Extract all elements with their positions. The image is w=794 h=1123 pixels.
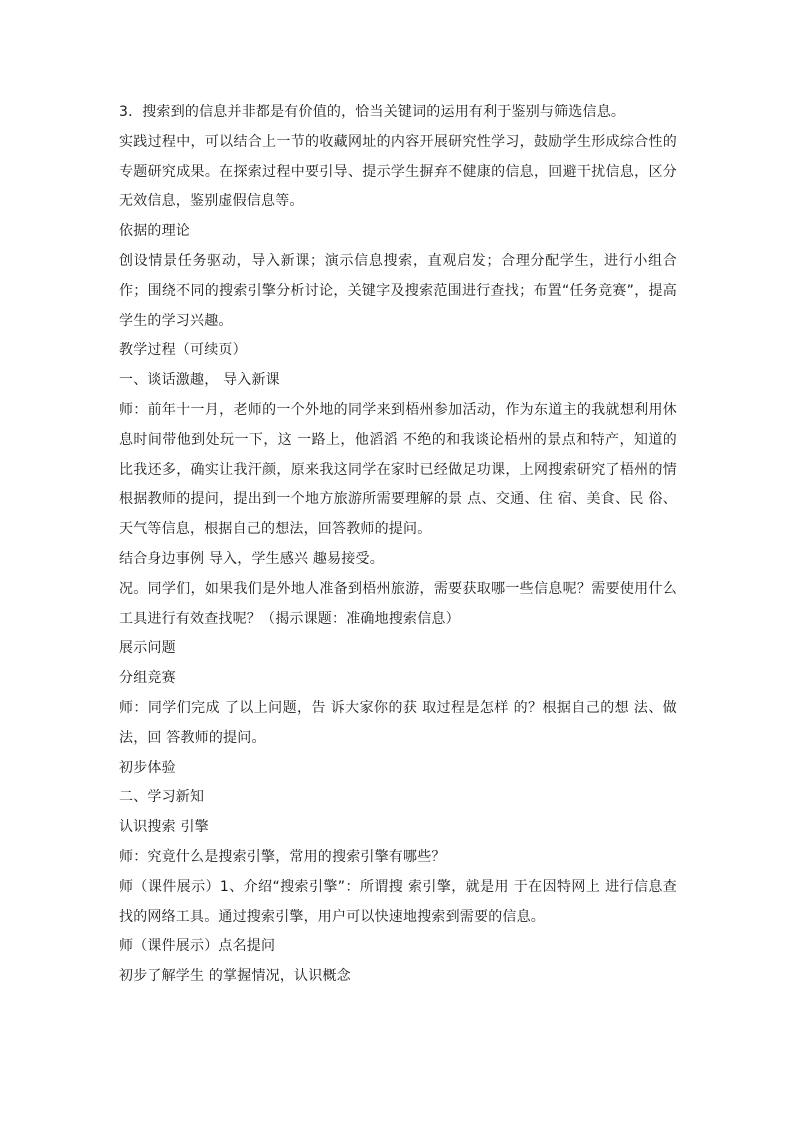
heading-show-problem: 展示问题: [119, 640, 176, 657]
paragraph-situation: 况。同学们，如果我们是外地人准备到梧州旅游，需要获取哪一些信息呢？需要使用什么工具进行有效查找呢？（揭示课题：准确地搜索信息）: [119, 580, 677, 627]
document-page: [119, 98, 677, 992]
paragraph-teacher-question: 师：同学们完成 了以上问题，告 诉大家你的获 取过程是怎样 的？根据自己的想 法、做法，回 答教师的提问。: [119, 699, 677, 746]
heading-teaching-process: 教学过程（可续页）: [119, 342, 247, 359]
paragraph-what-is-engine: 师：究竟什么是搜索引擎，常用的搜索引擎有哪些？: [119, 848, 446, 865]
paragraph-roll-call: 师（课件展示）点名提问: [119, 938, 276, 955]
heading-section-1: 一、谈话激趣， 导入新课: [119, 372, 280, 389]
heading-theory: 依据的理论: [119, 223, 190, 240]
paragraph-theory: 创设情景任务驱动，导入新课；演示信息搜索，直观启发；合理分配学生，进行小组合作；围绕不同的搜索引擎分析讨论，关键字及搜索范围进行查找；布置“任务竞赛”，提高学生的学习兴趣。: [119, 252, 677, 329]
paragraph-point-3: 3．搜索到的信息并非都是有价值的，恰当关键词的运用有利于鉴别与筛选信息。: [119, 104, 626, 120]
heading-group-contest: 分组竞赛: [119, 670, 176, 687]
heading-know-search-engine: 认识搜索 引擎: [119, 819, 209, 836]
heading-first-experience: 初步体验: [119, 759, 176, 776]
paragraph-teacher-story: 师：前年十一月，老师的一个外地的同学来到梧州参加活动，作为东道主的我就想利用休息时间带他到处玩一下，这 一路上，他滔滔 不绝的和我谈论梧州的景点和特产，知道的比我还多，确实让我汗颜，原来我这同学在家时已经做足功课，上网搜索研究了梧州的情 根据教师的提问，提出到一个地方旅游所需要理解的景 点、交通、住 宿、美食、民 俗、天气等信息，根据自己的想法，回答教师的提问。: [119, 401, 677, 538]
paragraph-practice: 实践过程中，可以结合上一节的收藏网址的内容开展研究性学习，鼓励学生形成综合性的专题研究成果。在探索过程中要引导、提示学生摒弃不健康的信息，回避干扰信息，区分无效信息，鉴别虚假信息等。: [119, 133, 677, 210]
paragraph-understand-concept: 初步了解学生 的掌握情况，认识概念: [119, 968, 351, 985]
paragraph-engine-intro: 师（课件展示）1、介绍“搜索引擎”：所谓搜 索引擎，就是用 于在因特网上 进行信息查找的网络工具。通过搜索引擎，用户可以快速地搜索到需要的信息。: [119, 878, 677, 925]
paragraph-example: 结合身边事例 导入，学生感兴 趣易接受。: [119, 550, 384, 567]
heading-section-2: 二、学习新知: [119, 789, 205, 806]
